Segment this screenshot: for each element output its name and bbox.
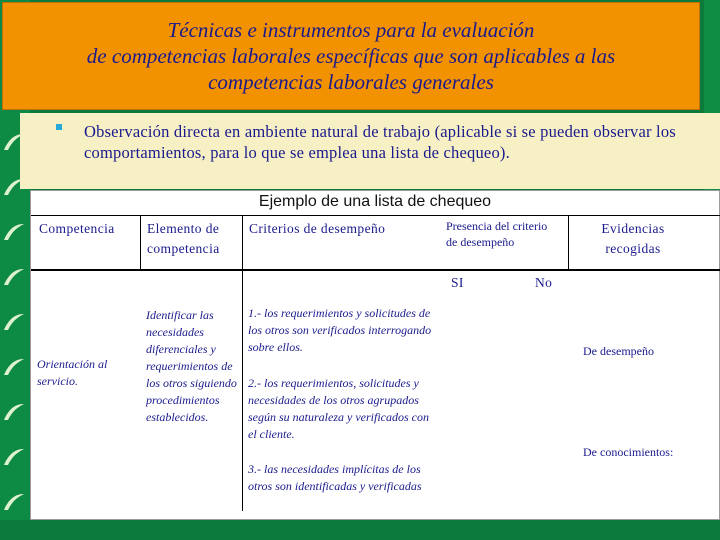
palm-leaf-icon [2, 265, 26, 289]
title-line-2: de competencias laborales específicas que son aplicables a las [86, 44, 616, 68]
competencia-cell: Orientación al servicio. [37, 357, 108, 388]
palm-leaf-icon [2, 445, 26, 469]
elemento-cell: Identificar las necesidades diferenciales y requerimientos de los otros siguiendo procedimientos establecidos. [146, 308, 237, 424]
header-evidencias: Evidencias recogidas [601, 221, 665, 256]
header-elemento: Elemento de competencia [147, 221, 220, 256]
header-presencia: Presencia del criterio de desempeño [446, 219, 548, 249]
header-criterios: Criterios de desempeño [249, 221, 386, 236]
header-no: No [535, 275, 553, 290]
table-rule [242, 271, 243, 511]
table-rule [242, 216, 243, 270]
palm-leaf-icon [2, 490, 26, 514]
palm-leaf-icon [2, 400, 26, 424]
title-banner [2, 2, 700, 110]
title-line-1: Técnicas e instrumentos para la evaluación [167, 18, 535, 42]
criterio-3: 3.- las necesidades implícitas de los otros son identificadas y verificadas [248, 462, 422, 493]
table-rule [31, 269, 720, 271]
title-line-3: competencias laborales generales [208, 70, 494, 94]
table-rule [568, 216, 569, 270]
observation-text: Observación directa en ambiente natural de trabajo (aplicable si se pueden observar los comportamientos, para lo que se emplea una lista de chequeo). [84, 122, 676, 162]
bottom-band [0, 520, 720, 540]
table-rule [31, 215, 720, 216]
checklist-title: Ejemplo de una lista de chequeo [258, 193, 492, 210]
palm-leaf-icon [2, 220, 26, 244]
palm-leaf-icon [2, 310, 26, 334]
table-rule [140, 216, 141, 270]
checklist-table [30, 190, 720, 520]
header-si: SI [451, 275, 464, 290]
evidencia-conocimientos: De conocimientos: [583, 445, 674, 459]
criterio-2: 2.- los requerimientos, solicitudes y necesidades de los otros agrupados según su naturaleza y verificados con el cliente. [248, 376, 429, 441]
criterio-1: 1.- los requerimientos y solicitudes de los otros son verificados interrogando sobre ellos. [248, 306, 432, 354]
evidencia-desempeno: De desempeño [583, 344, 654, 358]
slide-title [3, 17, 699, 95]
bullet-icon [56, 124, 62, 130]
header-competencia: Competencia [39, 221, 115, 236]
palm-leaf-icon [2, 355, 26, 379]
